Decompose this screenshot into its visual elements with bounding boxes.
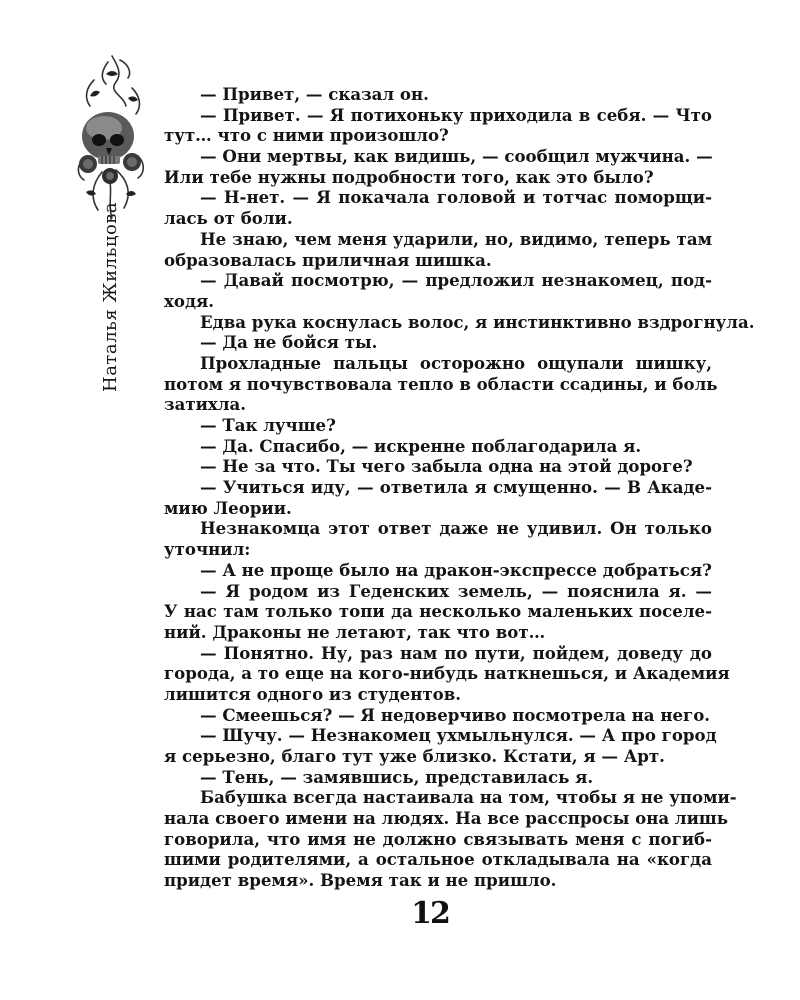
text-line: — Понятно. Ну, раз нам по пути, пойдем, доведу до	[200, 642, 712, 663]
text-line: — Они мертвы, как видишь, — сообщил мужчина. —	[200, 146, 713, 167]
text-line: — Не за что. Ты чего забыла одна на этой дороге?	[200, 456, 693, 477]
text-line: Едва рука коснулась волос, я инстинктивно вздрогнула.	[200, 311, 755, 332]
text-line: шими родителями, а остальное откладывала на «когда	[164, 849, 712, 870]
text-line: — Учиться иду, — ответила я смущенно. — В Акаде-	[200, 477, 712, 498]
text-line: — Да. Спасибо, — искренне поблагодарила я.	[200, 435, 642, 456]
text-line: лишится одного из студентов.	[164, 683, 462, 704]
text-line: — Шучу. — Незнакомец ухмыльнулся. — А про город	[200, 725, 717, 746]
text-line: потом я почувствовала тепло в области ссадины, и боль	[164, 373, 718, 394]
text-line: говорила, что имя не должно связывать меня с погиб-	[164, 828, 712, 849]
text-line: Бабушка всегда настаивала на том, чтобы я не упоми-	[200, 787, 737, 808]
text-line: я серьезно, благо тут уже близко. Кстати, я — Арт.	[164, 746, 665, 766]
text-line: затихла.	[164, 394, 247, 415]
text-line: — А не проще было на дракон-экспрессе добраться?	[200, 559, 712, 580]
text-line: — Смеешься? — Я недоверчиво посмотрела на него.	[200, 704, 711, 725]
text-line: нала своего имени на людях. На все расспросы она лишь	[164, 808, 728, 829]
text-line: города, а то еще на кого-нибудь наткнешься, и Академия	[164, 663, 730, 684]
page-number: 12	[411, 896, 449, 931]
text-line: — Н-нет. — Я покачала головой и тотчас поморщи-	[200, 187, 712, 208]
text-line: уточнил:	[164, 539, 251, 560]
body-text	[164, 84, 755, 891]
text-line: Или тебе нужны подробности того, как это было?	[164, 166, 654, 187]
text-line: — Я родом из Геденских земель, — пояснила я. —	[200, 580, 712, 601]
text-line: мию Леории.	[164, 497, 292, 518]
author-name: Наталья Жильцова	[100, 201, 121, 392]
text-line: Не знаю, чем меня ударили, но, видимо, теперь там	[200, 228, 712, 249]
text-line: Прохладные пальцы осторожно ощупали шишку,	[200, 352, 712, 373]
text-line: ходя.	[164, 290, 215, 311]
text-line: тут… что с ними произошло?	[164, 125, 449, 146]
text-line: Незнакомца этот ответ даже не удивил. Он только	[200, 518, 712, 539]
text-line: — Привет, — сказал он.	[200, 84, 429, 104]
text-line: лась от боли.	[164, 208, 293, 229]
text-line: — Тень, — замявшись, представилась я.	[200, 766, 594, 787]
skull-rose-ornament	[72, 52, 150, 222]
text-line: — Так лучше?	[200, 415, 336, 435]
text-line: образовалась приличная шишка.	[164, 249, 492, 270]
text-line: ний. Драконы не летают, так что вот…	[164, 621, 546, 642]
text-line: — Давай посмотрю, — предложил незнакомец, под-	[200, 270, 712, 291]
text-line: — Привет. — Я потихоньку приходила в себя. — Что	[200, 104, 712, 125]
text-line: придет время». Время так и не пришло.	[164, 870, 557, 891]
text-line: У нас там только топи да несколько маленьких поселе-	[164, 601, 712, 622]
text-line: — Да не бойся ты.	[200, 332, 378, 353]
